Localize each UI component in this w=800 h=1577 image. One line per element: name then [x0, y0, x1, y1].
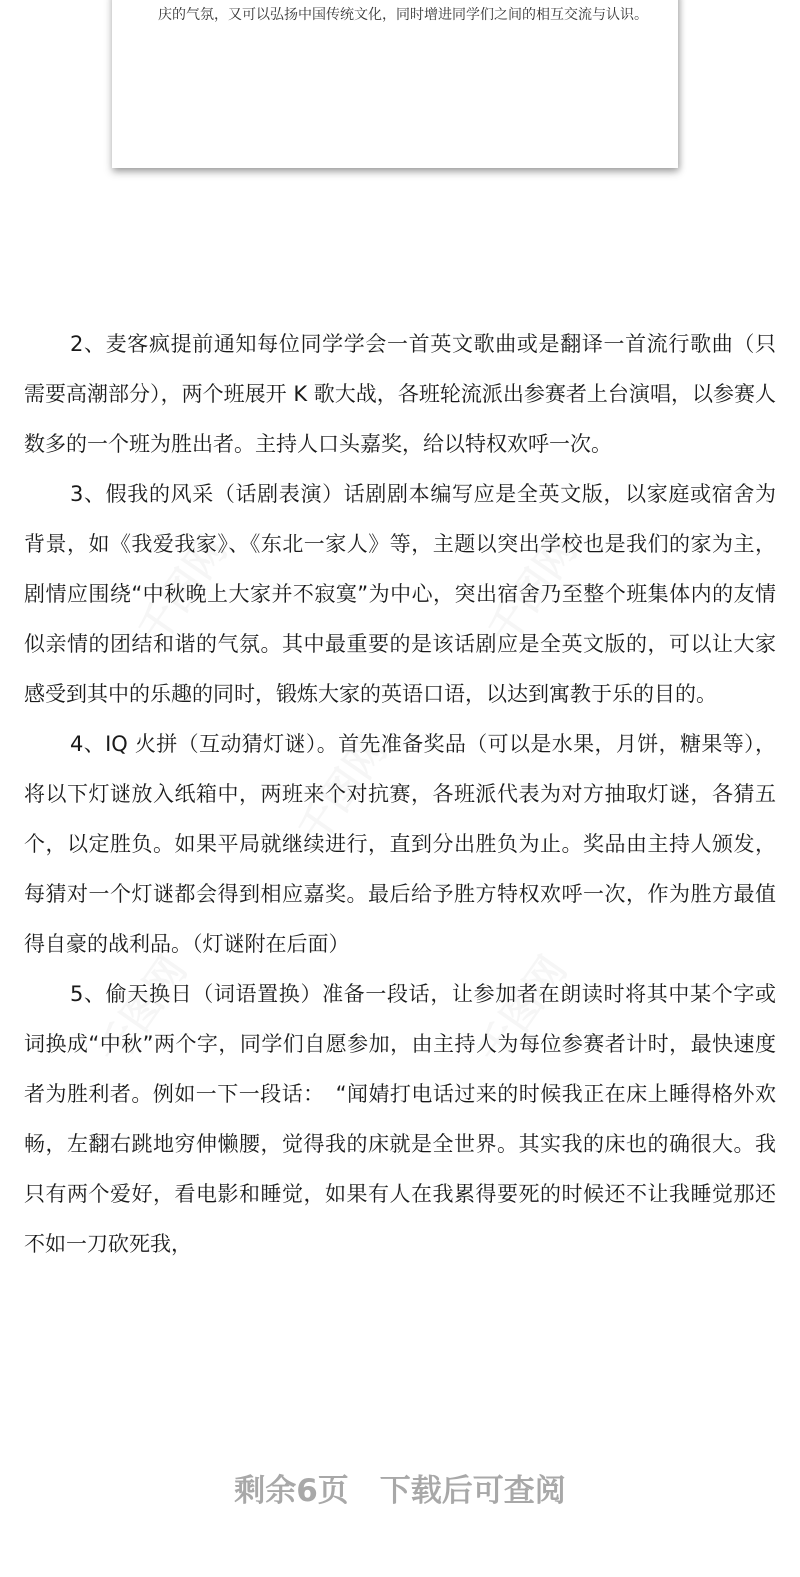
previous-page-card — [112, 0, 678, 168]
paragraph: 4、IQ 火拼（互动猜灯谜）。首先准备奖品（可以是水果，月饼，糖果等），将以下灯谜放入纸箱中，两班来个对抗赛，各班派代表为对方抽取灯谜，各猜五个，以定胜负。如果平局就继续进行，直到分出胜负为止。奖品由主持人颁发，每猜对一个灯谜都会得到相应嘉奖。最后给予胜方特权欢呼一次，作为胜方最值得自豪的战利品。（灯谜附在后面） — [24, 732, 776, 956]
paragraph: 3、假我的风采（话剧表演）话剧剧本编写应是全英文版，以家庭或宿舍为背景，如《我爱我家》、《东北一家人》等，主题以突出学校也是我们的家为主，剧情应围绕“中秋晚上大家并不寂寞”为中心，突出宿舍乃至整个班集体内的友情似亲情的团结和谐的气氛。其中最重要的是该话剧应是全英文版的，可以让大家感受到其中的乐趣的同时，锻炼大家的英语口语，以达到寓教于乐的目的。 — [24, 482, 776, 706]
document-body — [24, 319, 776, 1269]
remaining-pages-notice[interactable]: 剩余6页 下载后可查阅 — [234, 1473, 566, 1509]
previous-page-text: 庆的气氛，又可以弘扬中国传统文化，同时增进同学们之间的相互交流与认识。 — [158, 7, 648, 23]
paragraph: 2、麦客疯提前通知每位同学学会一首英文歌曲或是翻译一首流行歌曲（只需要高潮部分），两个班展开 K 歌大战，各班轮流派出参赛者上台演唱，以参赛人数多的一个班为胜出者。主持人口头嘉奖，给以特权欢呼一次。 — [24, 332, 776, 456]
paragraph: 5、偷天换日（词语置换）准备一段话，让参加者在朗读时将其中某个字或词换成“中秋”两个字，同学们自愿参加，由主持人为每位参赛者计时，最快速度者为胜利者。例如一下一段话： “闻婧打电话过来的时候我正在床上睡得格外欢畅，左翻右跳地穷伸懒腰，觉得我的床就是全世界。其实我的床也的确很大。我只有两个爱好，看电影和睡觉，如果有人在我累得要死的时候还不让我睡觉那还不如一刀砍死我， — [24, 982, 776, 1256]
